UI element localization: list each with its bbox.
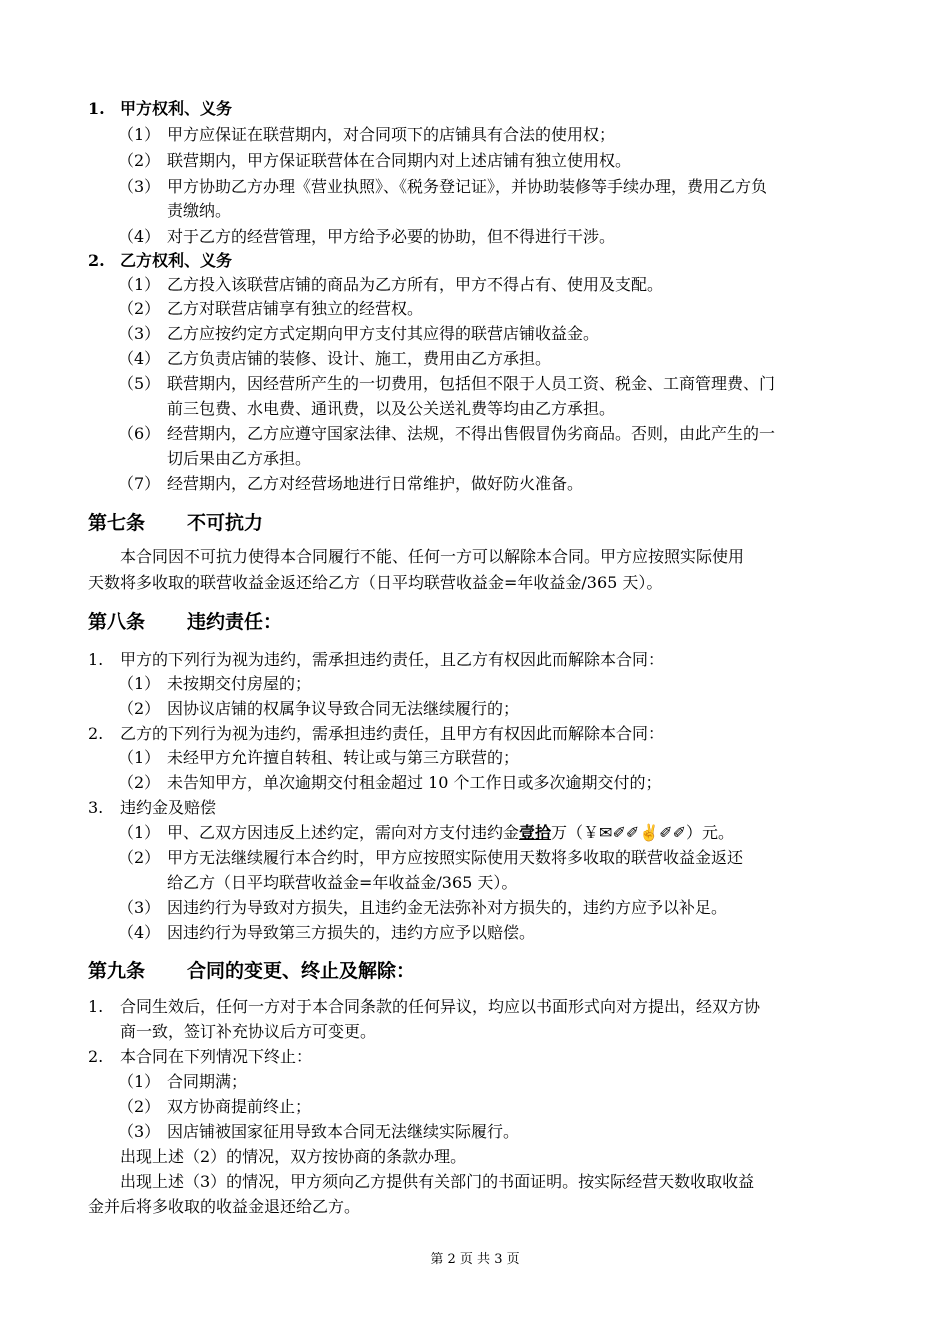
item-number: （2）	[118, 699, 161, 718]
item-text: 未经甲方允许擅自转租、转让或与第三方联营的；	[167, 748, 520, 767]
item-text: 经营期内，乙方对经营场地进行日常维护，做好防火准备。	[167, 474, 584, 493]
item-text: 甲方协助乙方办理《营业执照》、《税务登记证》，并协助装修等手续办理，费用乙方负	[167, 177, 768, 196]
item-number: （1）	[118, 125, 161, 144]
item-text-continued: 责缴纳。	[167, 201, 232, 220]
list-number: 1.	[88, 997, 104, 1016]
item-text: 乙方对联营店铺享有独立的经营权。	[167, 299, 424, 318]
article-9-note-2-continued: 金并后将多收取的收益金退还给乙方。	[88, 1197, 361, 1216]
item-text: 乙方应按约定方式定期向甲方支付其应得的联营店铺收益金。	[167, 324, 600, 343]
item-number: （4）	[118, 349, 161, 368]
item-text: 未告知甲方，单次逾期交付租金超过 10 个工作日或多次逾期交付的；	[167, 773, 662, 792]
article-8-number: 第八条	[88, 611, 146, 633]
article-7-title: 不可抗力	[187, 512, 264, 534]
item-number: （6）	[118, 424, 161, 443]
list-number: 2.	[88, 1047, 104, 1066]
item-number: （2）	[118, 299, 161, 318]
item-text: 未按期交付房屋的；	[167, 674, 312, 693]
item-text: 乙方负责店铺的装修、设计、施工，费用由乙方承担。	[167, 349, 552, 368]
list-text: 违约金及赔偿	[120, 798, 217, 817]
list-number: 1.	[88, 650, 104, 669]
page-footer: 第 2 页 共 3 页	[430, 1252, 520, 1267]
item-number: （2）	[118, 151, 161, 170]
item-number: （5）	[118, 374, 161, 393]
penalty-clause	[167, 822, 734, 844]
item-text-continued: 切后果由乙方承担。	[167, 449, 312, 468]
item-text: 经营期内，乙方应遵守国家法律、法规，不得出售假冒伪劣商品。否则，由此产生的一	[167, 424, 776, 443]
penalty-text-a: 甲、乙双方因违反上述约定，需向对方支付违约金	[167, 823, 520, 842]
article-8-title: 违约责任：	[187, 611, 283, 633]
item-number: （7）	[118, 474, 161, 493]
item-text: 因违约行为导致第三方损失的，违约方应予以赔偿。	[167, 923, 536, 942]
item-text: 合同期满；	[167, 1072, 248, 1091]
item-text: 因违约行为导致对方损失，且违约金无法弥补对方损失的，违约方应予以补足。	[167, 898, 728, 917]
item-number: （1）	[118, 748, 161, 767]
item-number: （3）	[118, 177, 161, 196]
list-text-continued: 商一致，签订补充协议后方可变更。	[120, 1022, 377, 1041]
item-text: 因协议店铺的权属争议导致合同无法继续履行的；	[167, 699, 520, 718]
item-number: （3）	[118, 324, 161, 343]
list-text: 合同生效后，任何一方对于本合同条款的任何异议，均应以书面形式向对方提出，经双方协	[120, 997, 761, 1016]
penalty-amount: 壹拾	[519, 823, 552, 842]
section-2-title: 乙方权利、义务	[120, 251, 233, 270]
item-text: 双方协商提前终止；	[167, 1097, 312, 1116]
penalty-text-b: 万（￥✉✐✐✌✐✐）元。	[551, 823, 734, 842]
item-text: 对于乙方的经营管理，甲方给予必要的协助，但不得进行干涉。	[167, 227, 616, 246]
item-text-continued: 给乙方（日平均联营收益金=年收益金/365 天）。	[167, 873, 518, 892]
item-number: （2）	[118, 773, 161, 792]
item-number: （3）	[118, 898, 161, 917]
list-number: 2.	[88, 724, 104, 743]
list-text: 乙方的下列行为视为违约，需承担违约责任，且甲方有权因此而解除本合同：	[120, 724, 665, 743]
article-7-paragraph: 本合同因不可抗力使得本合同履行不能、任何一方可以解除本合同。甲方应按照实际使用	[120, 547, 745, 566]
item-text: 因店铺被国家征用导致本合同无法继续实际履行。	[167, 1122, 520, 1141]
article-7-paragraph-continued: 天数将多收取的联营收益金返还给乙方（日平均联营收益金=年收益金/365 天）。	[88, 573, 663, 592]
section-2-number: 2.	[88, 251, 105, 270]
item-number: （1）	[118, 823, 161, 842]
article-7-number: 第七条	[88, 512, 146, 534]
item-number: （4）	[118, 923, 161, 942]
item-number: （2）	[118, 848, 161, 867]
item-text: 甲方应保证在联营期内，对合同项下的店铺具有合法的使用权；	[167, 125, 616, 144]
item-number: （3）	[118, 1122, 161, 1141]
item-number: （1）	[118, 275, 161, 294]
section-1-number: 1.	[88, 99, 105, 118]
item-text: 联营期内，甲方保证联营体在合同期内对上述店铺有独立使用权。	[167, 151, 632, 170]
item-number: （2）	[118, 1097, 161, 1116]
article-9-number: 第九条	[88, 960, 146, 982]
item-number: （4）	[118, 227, 161, 246]
article-9-note-2: 出现上述（3）的情况，甲方须向乙方提供有关部门的书面证明。按实际经营天数收取收益	[120, 1172, 755, 1191]
item-text: 乙方投入该联营店铺的商品为乙方所有，甲方不得占有、使用及支配。	[167, 275, 664, 294]
section-1-title: 甲方权利、义务	[120, 99, 233, 118]
list-text: 本合同在下列情况下终止：	[120, 1047, 313, 1066]
item-text: 甲方无法继续履行本合约时，甲方应按照实际使用天数将多收取的联营收益金返还	[167, 848, 744, 867]
item-number: （1）	[118, 1072, 161, 1091]
item-number: （1）	[118, 674, 161, 693]
item-text-continued: 前三包费、水电费、通讯费，以及公关送礼费等均由乙方承担。	[167, 399, 616, 418]
article-9-note-1: 出现上述（2）的情况，双方按协商的条款办理。	[120, 1147, 467, 1166]
article-9-title: 合同的变更、终止及解除：	[187, 960, 416, 982]
list-text: 甲方的下列行为视为违约，需承担违约责任，且乙方有权因此而解除本合同：	[120, 650, 665, 669]
item-text: 联营期内，因经营所产生的一切费用，包括但不限于人员工资、税金、工商管理费、门	[167, 374, 776, 393]
list-number: 3.	[88, 798, 104, 817]
